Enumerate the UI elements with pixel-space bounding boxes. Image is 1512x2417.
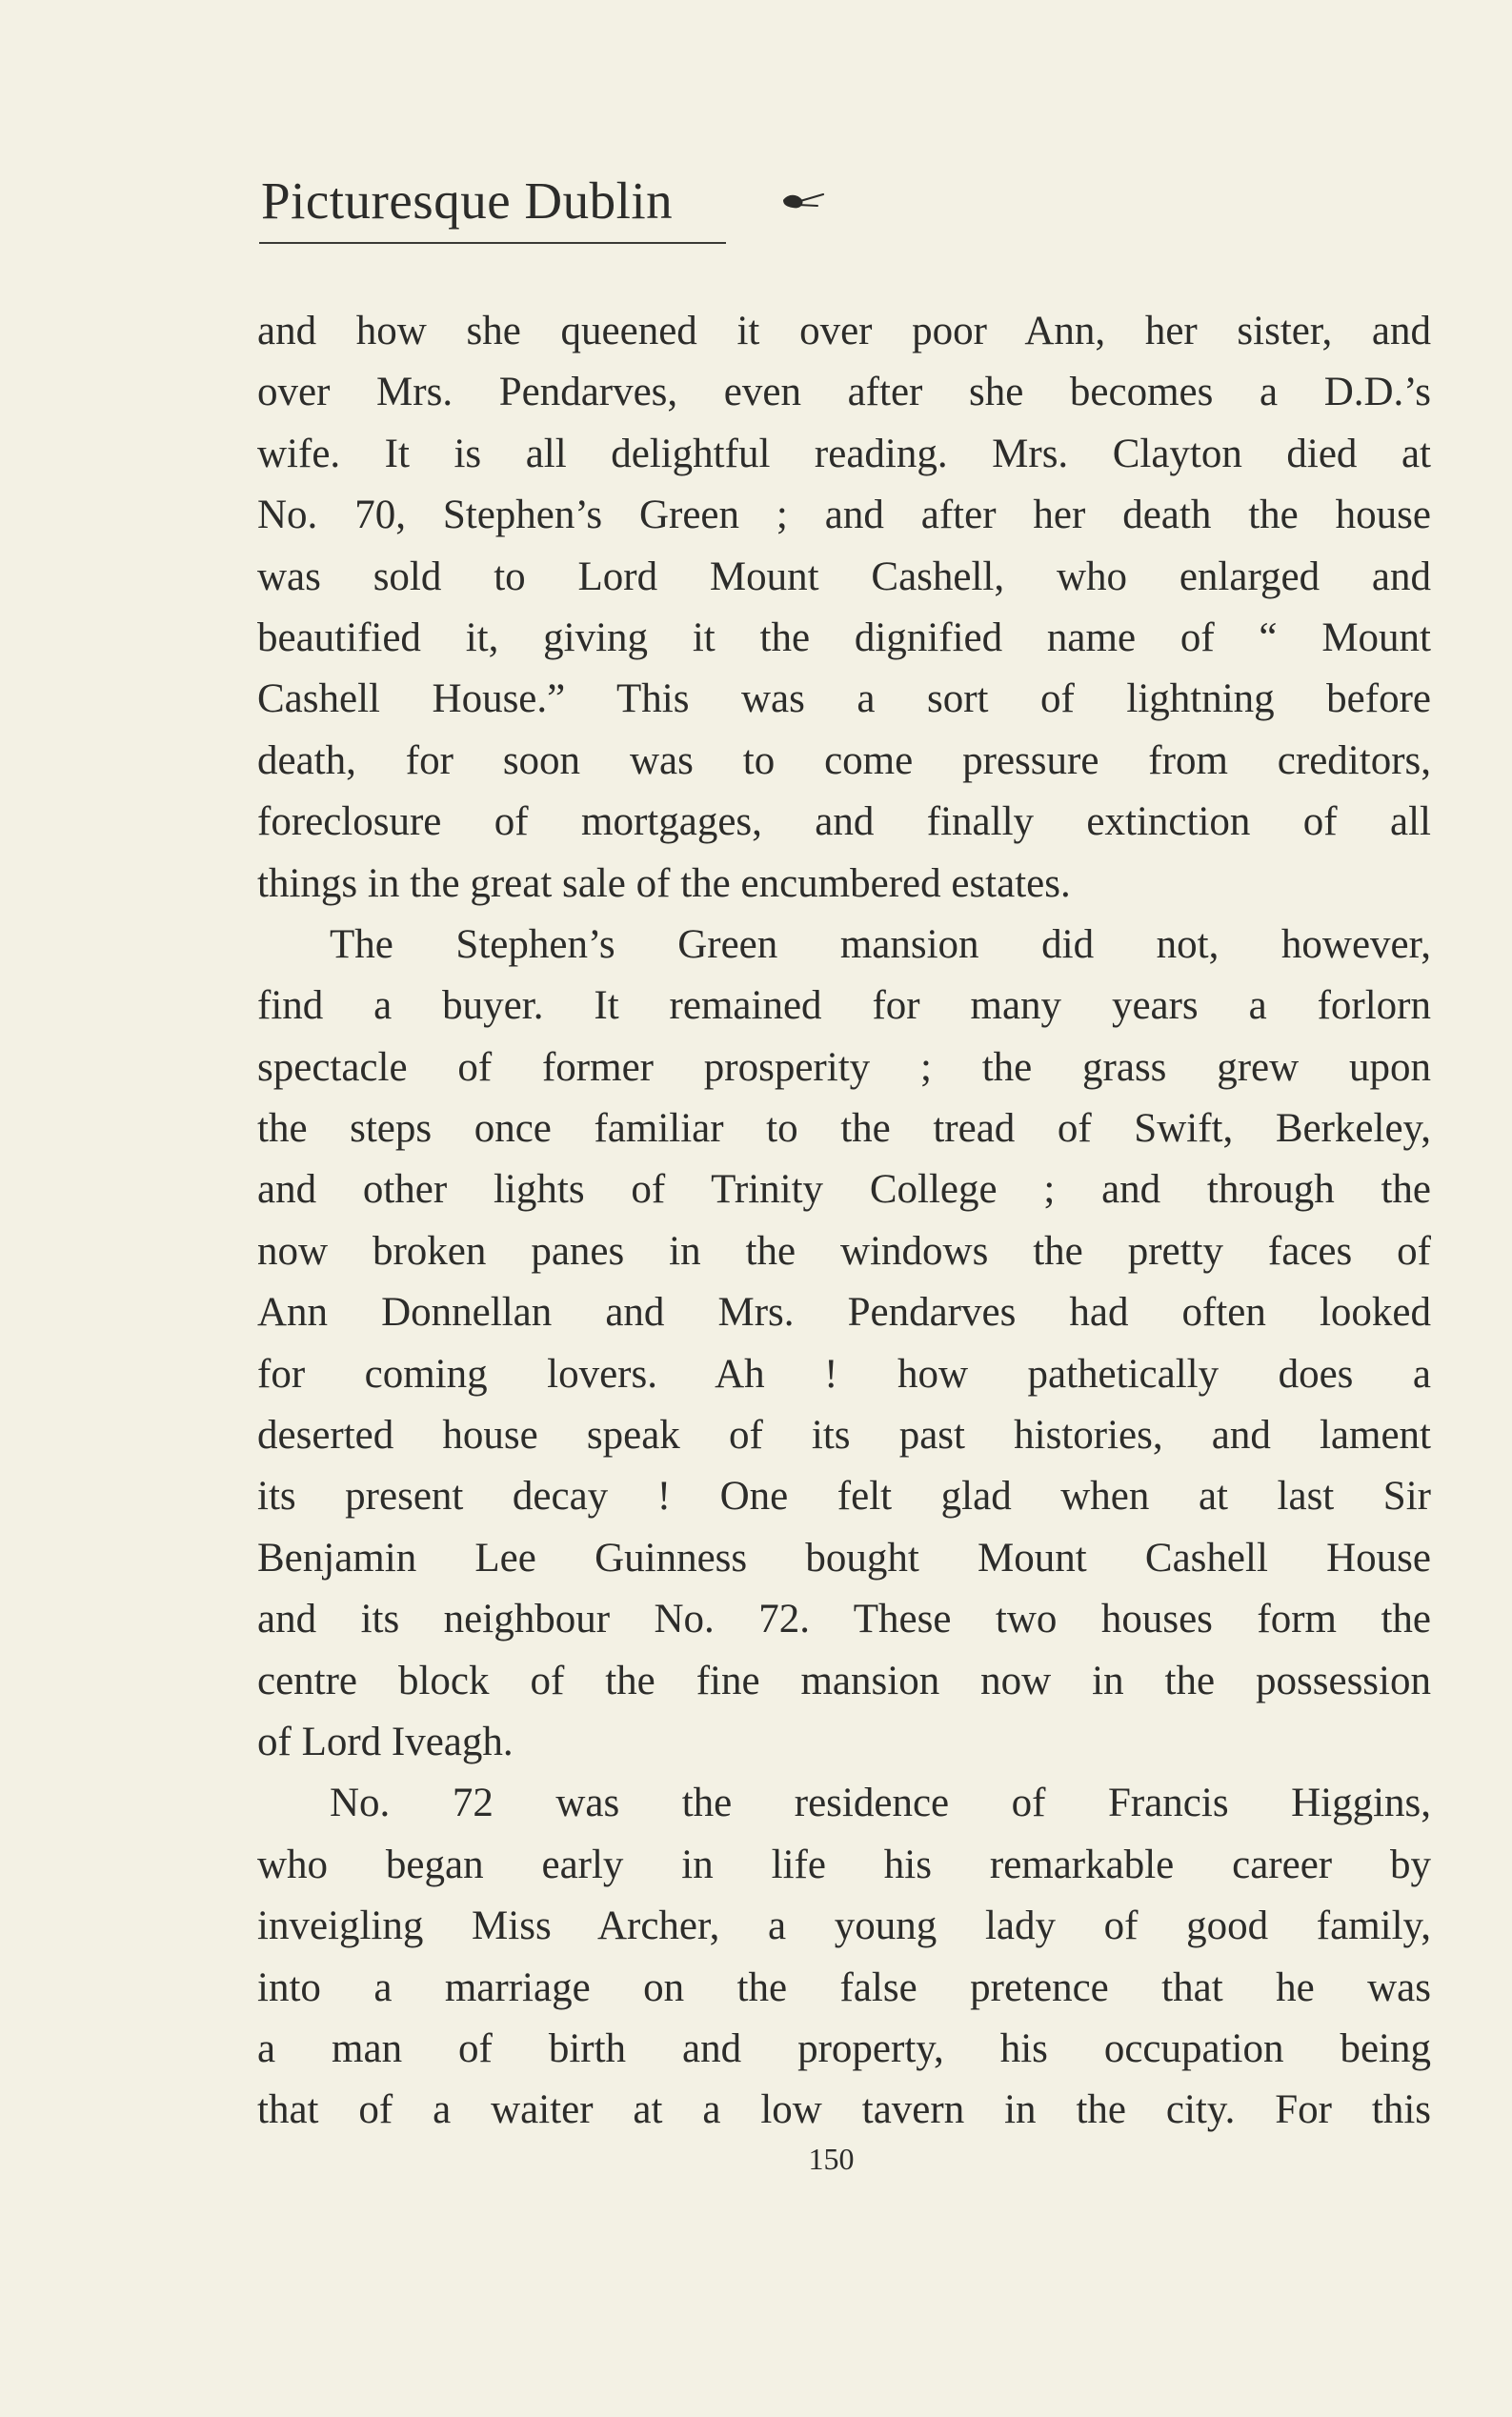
text-line: for coming lovers. Ah ! how pathetically does a: [257, 1351, 1431, 1397]
page-number: 150: [808, 2142, 855, 2176]
text-line: that of a waiter at a low tavern in the city. For this: [257, 2087, 1431, 2133]
hand-ornament-icon: [779, 187, 827, 217]
text-line: of Lord Iveagh.: [257, 1719, 514, 1764]
text-line: its present decay ! One felt glad when at last Sir: [257, 1474, 1431, 1520]
running-title: Picturesque Dublin: [261, 171, 674, 230]
text-line: find a buyer. It remained for many years a forlorn: [257, 983, 1431, 1029]
text-line: spectacle of former prosperity ; the grass grew upon: [257, 1044, 1431, 1090]
text-line: No. 70, Stephen’s Green ; and after her death the house: [257, 493, 1431, 538]
text-line: and its neighbour No. 72. These two houses form the: [257, 1597, 1431, 1642]
text-line: centre block of the fine mansion now in the possession: [257, 1658, 1431, 1703]
text-line: Benjamin Lee Guinness bought Mount Cashell House: [257, 1535, 1431, 1581]
text-line: the steps once familiar to the tread of Swift, Berkeley,: [257, 1106, 1431, 1152]
text-line: things in the great sale of the encumbered estates.: [257, 860, 1071, 906]
body-text: [257, 301, 1431, 2142]
text-line: and other lights of Trinity College ; and through the: [257, 1167, 1431, 1213]
text-line: who began early in life his remarkable career by: [257, 1842, 1431, 1887]
text-line: into a marriage on the false pretence that he was: [257, 1964, 1431, 2010]
text-line: a man of birth and property, his occupation being: [257, 2025, 1431, 2071]
text-line: over Mrs. Pendarves, even after she becomes a D.D.’s: [257, 370, 1431, 415]
text-line: now broken panes in the windows the pretty faces of: [257, 1228, 1431, 1274]
text-line: and how she queened it over poor Ann, her sister, and: [257, 309, 1431, 353]
text-line: death, for soon was to come pressure from creditors,: [257, 737, 1431, 783]
text-line: was sold to Lord Mount Cashell, who enlarged and: [257, 554, 1431, 599]
text-line: The Stephen’s Green mansion did not, however,: [330, 921, 1431, 967]
header-rule: [259, 242, 726, 244]
text-line: No. 72 was the residence of Francis Higgins,: [330, 1781, 1431, 1826]
text-line: deserted house speak of its past histories, and lament: [257, 1413, 1431, 1459]
text-line: Cashell House.” This was a sort of lightning before: [257, 676, 1431, 722]
text-line: foreclosure of mortgages, and finally extinction of all: [257, 799, 1431, 845]
text-line: wife. It is all delightful reading. Mrs. Clayton died at: [257, 431, 1431, 476]
text-line: beautified it, giving it the dignified name of “ Mount: [257, 614, 1431, 660]
text-line: inveigling Miss Archer, a young lady of good family,: [257, 1903, 1431, 1949]
running-head: [257, 168, 1439, 244]
text-line: Ann Donnellan and Mrs. Pendarves had often looked: [257, 1290, 1431, 1336]
